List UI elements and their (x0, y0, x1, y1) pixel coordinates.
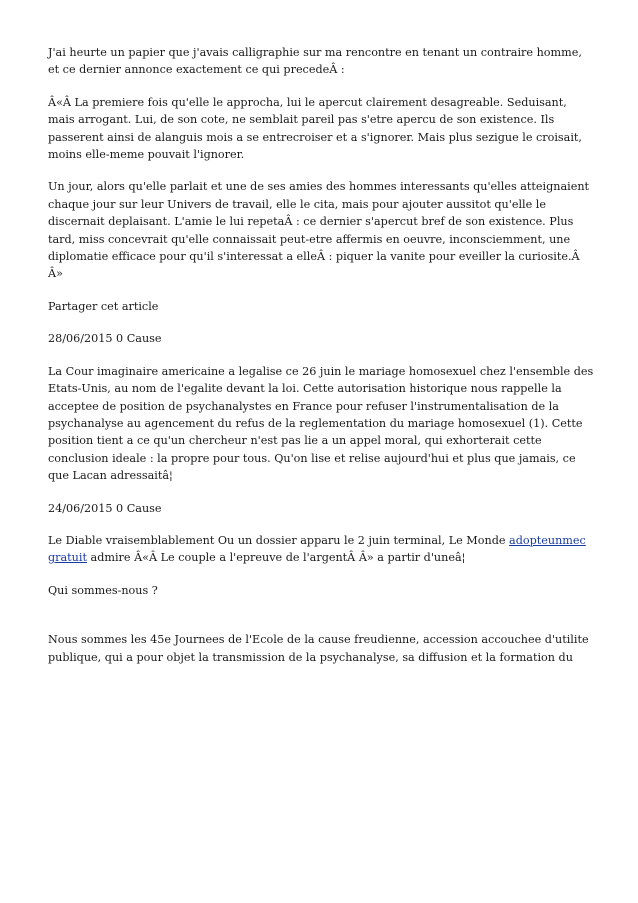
article-paragraph-quote-end: Un jour, alors qu'elle parlait et une de ses amies des hommes interessants qu'elles atteignaient chaque jour sur leur Univers de travail, elle le cita, mais pour ajouter aussitot qu'elle le discernait deplaisant. L'amie le lui repetaÂ : ce dernier s'apercut bref de son existence. Plus tard, miss concevrait qu'elle connaissait peut-etre affermis en oeuvre, inconsciemment, une diplomatie efficace pour qu'il s'interessat a elleÂ : piquer la vanite pour eveiller la curiosite.Â Â» (48, 180, 590, 281)
post-body-2 (48, 532, 596, 567)
article-paragraph-quote-start: Â«Â La premiere fois qu'elle le approcha, lui le apercut clairement desagreable. Seduisant, mais arrogant. Lui, de son cote, ne semblait pareil pas s'etre apercu de son existence. Ils passerent ainsi de alanguis mois a se entrecroiser et a s'ignorer. Mais plus sezigue le croisait, moins elle-meme pouvait l'ignorer. (48, 95, 582, 162)
about-heading: Qui sommes-nous ? (48, 583, 158, 597)
about-body: Nous sommes les 45e Journees de l'Ecole de la cause freudienne, accession accouchee d'utilite publique, qui a pour objet la transmission de la psychanalyse, sa diffusion et la formation du (48, 633, 589, 664)
post-body-1: La Cour imaginaire americaine a legalise ce 26 juin le mariage homosexuel chez l'ensemble des Etats-Unis, au nom de l'egalite devant la loi. Cette autorisation historique nous rappelle la acceptee de position de psychanalystes en France pour refuser l'instrumentalisation de la psychanalyse au agencement du refus de la reglementation du mariage homosexuel (1). Cette position tient a ce qu'un chercheur n'est pas lie a un appel moral, qui exhorterait cette conclusion ideale : la propre pour tous. Qu'on lise et relise aujourd'hui et plus que jamais, ce que Lacan adressaitâ¦ (48, 364, 594, 483)
post-body-2-after: admire Â«Â Le couple a l'epreuve de l'argentÂ Â» a partir d'uneâ¦ (86, 551, 466, 565)
share-article-link[interactable]: Partager cet article (48, 299, 159, 313)
adopteunmec-link[interactable]: adopteunmec gratuit (48, 533, 586, 565)
article-paragraph-intro: J'ai heurte un papier que j'avais calligraphie sur ma rencontre en tenant un contraire homme, et ce dernier annonce exactement ce qui precedeÂ : (48, 46, 582, 77)
document-page (48, 44, 596, 681)
post-meta-2: 24/06/2015 0 Cause (48, 501, 162, 515)
post-body-2-before: Le Diable vraisemblablement Ou un dossier apparu le 2 juin terminal, Le Monde (48, 533, 510, 547)
post-meta-1: 28/06/2015 0 Cause (48, 332, 162, 346)
